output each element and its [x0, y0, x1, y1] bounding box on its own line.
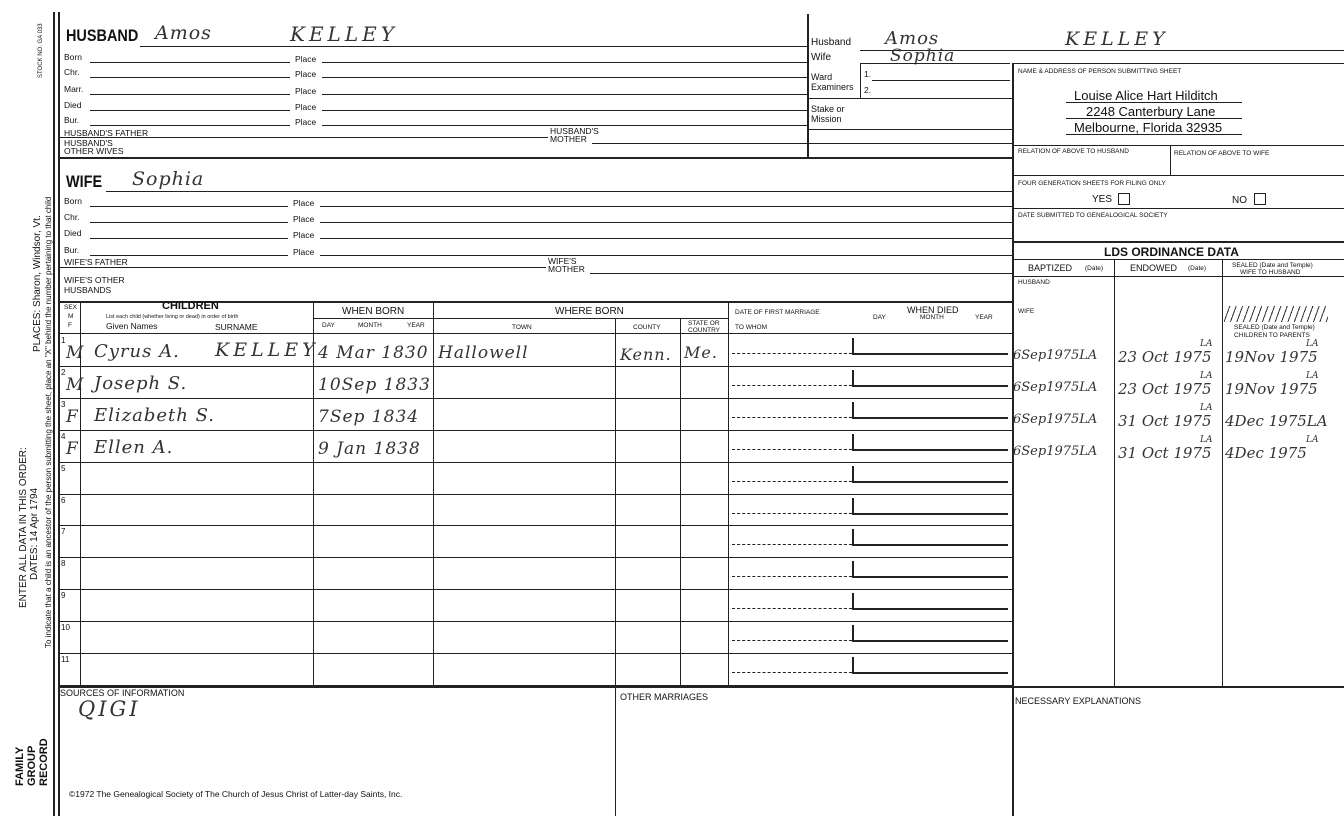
husband-mother-label-2: MOTHER: [550, 134, 587, 144]
indicate-ancestor-note: To indicate that a child is an ancestor of the person submitting the sheet, place an "X" behind the number pertaining to that child: [44, 196, 53, 648]
child-sealed-date[interactable]: 19Nov 1975: [1225, 380, 1318, 398]
marriage-date-line: [732, 672, 852, 673]
husband-chr-label: Chr.: [64, 67, 80, 77]
wife-born-label: Born: [64, 196, 82, 206]
dates-note: DATES: 14 Apr 1794: [29, 487, 40, 580]
examiner-1: 1.: [864, 69, 872, 79]
child-row-rule: [58, 557, 1013, 558]
died-bracket-line: [852, 576, 1008, 578]
when-born-label: WHEN BORN: [342, 306, 405, 317]
child-endowed-date[interactable]: 31 Oct 1975: [1118, 444, 1212, 462]
record-title-line3: RECORD: [38, 738, 50, 786]
child-endowed-tag[interactable]: LA: [1200, 339, 1213, 349]
husband-died-place-label: Place: [295, 102, 317, 112]
child-baptized-date[interactable]: 6Sep1975LA: [1013, 412, 1098, 427]
sex-label: SEX: [64, 304, 78, 311]
died-bracket-tick: [852, 338, 854, 354]
husband-label: HUSBAND: [66, 26, 139, 45]
child-number: 1: [61, 336, 66, 345]
wife-mother-label-1: WIFE'S: [548, 256, 577, 266]
died-year-label: YEAR: [975, 314, 993, 321]
where-born-label: WHERE BORN: [555, 306, 624, 317]
child-endowed-date[interactable]: 31 Oct 1975: [1118, 412, 1212, 430]
husband-name-line: [140, 46, 808, 47]
sealed-wife-label-2: WIFE TO HUSBAND: [1240, 269, 1301, 276]
husband-marr-place-label: Place: [295, 86, 317, 96]
child-sealed-tag[interactable]: LA: [1306, 371, 1319, 381]
husband-marr-label: Marr.: [64, 84, 84, 94]
mission-label: Mission: [811, 114, 842, 124]
right-husband-label: Husband: [811, 37, 852, 48]
date-submitted-label: DATE SUBMITTED TO GENEALOGICAL SOCIETY: [1018, 212, 1168, 219]
child-sealed-date[interactable]: 4Dec 1975: [1225, 444, 1307, 462]
other-marriages-label: OTHER MARRIAGES: [620, 692, 709, 702]
died-bracket-tick: [852, 529, 854, 545]
died-bracket-tick: [852, 466, 854, 482]
submitter-street[interactable]: 2248 Canterbury Lane: [1086, 104, 1216, 119]
child-sex[interactable]: M: [66, 343, 85, 363]
died-bracket-line: [852, 672, 1008, 674]
child-number: 6: [61, 496, 66, 505]
died-bracket-line: [852, 385, 1008, 387]
born-day-label: DAY: [322, 322, 335, 329]
child-sealed-tag[interactable]: LA: [1306, 339, 1319, 349]
enter-all-data-note: ENTER ALL DATA IN THIS ORDER:: [18, 447, 29, 608]
child-given-name[interactable]: Elizabeth S.: [94, 405, 216, 426]
state-label-2: COUNTRY: [688, 327, 721, 334]
wife-chr-label: Chr.: [64, 212, 80, 222]
marriage-date-line: [732, 353, 852, 354]
marriage-date-line: [732, 385, 852, 386]
died-bracket-line: [852, 544, 1008, 546]
husband-section-bottom: [58, 157, 1013, 159]
marriage-date-line: [732, 481, 852, 482]
child-baptized-date[interactable]: 6Sep1975LA: [1013, 444, 1098, 459]
ward-label: Ward: [811, 72, 833, 82]
died-bracket-line: [852, 449, 1008, 451]
died-bracket-tick: [852, 657, 854, 673]
marriage-date-line: [732, 608, 852, 609]
child-row-rule: [58, 621, 1013, 622]
sealed-children-hatch: [1224, 306, 1328, 322]
died-bracket-tick: [852, 434, 854, 450]
wife-died-place-label: Place: [293, 230, 315, 240]
child-sealed-date[interactable]: 4Dec 1975LA: [1225, 412, 1328, 430]
four-gen-label: FOUR GENERATION SHEETS FOR FILING ONLY: [1018, 180, 1166, 187]
right-husband-surname[interactable]: KELLEY: [1065, 28, 1169, 50]
marriage-date-line: [732, 513, 852, 514]
no-checkbox[interactable]: [1254, 193, 1266, 205]
examiners-label: Examiners: [811, 82, 854, 92]
wife-bur-place-label: Place: [293, 247, 315, 257]
to-whom-label: TO WHOM: [735, 324, 768, 331]
died-bracket-tick: [852, 561, 854, 577]
when-died-label: WHEN DIED: [907, 305, 959, 315]
given-names-label: Given Names: [106, 321, 158, 331]
examiner-2: 2.: [864, 85, 872, 95]
right-header-divider: [807, 14, 809, 159]
child-row-rule: [58, 525, 1013, 526]
child-birth-date[interactable]: 7Sep 1834: [318, 407, 420, 427]
born-month-label: MONTH: [358, 322, 382, 329]
child-sex[interactable]: F: [66, 407, 79, 427]
husband-given-name[interactable]: Amos: [155, 22, 212, 44]
child-birth-state[interactable]: Me.: [684, 343, 718, 362]
wife-name-line: [106, 191, 1012, 192]
wife-mother-label-2: MOTHER: [548, 264, 585, 274]
relation-wife-label: RELATION OF ABOVE TO WIFE: [1174, 150, 1270, 157]
places-note: PLACES: Sharon, Windsor, Vt.: [32, 215, 43, 352]
endowed-label: ENDOWED: [1130, 263, 1177, 273]
children-label: CHILDREN: [162, 300, 219, 312]
husband-bur-place-label: Place: [295, 117, 317, 127]
child-number: 5: [61, 464, 66, 473]
sources-value[interactable]: QIGI: [78, 697, 141, 721]
submitter-label: NAME & ADDRESS OF PERSON SUBMITTING SHEET: [1018, 68, 1182, 75]
stock-number: STOCK NO. GA 033: [38, 23, 44, 78]
stake-label: Stake or: [811, 104, 845, 114]
endowed-date-tag: (Date): [1188, 265, 1207, 272]
child-row-rule: [58, 430, 1013, 431]
sealed-children-label-2: CHILDREN TO PARENTS: [1234, 332, 1310, 339]
child-endowed-date[interactable]: 23 Oct 1975: [1118, 380, 1212, 398]
child-number: 8: [61, 559, 66, 568]
child-row-rule: [58, 366, 1013, 367]
child-number: 7: [61, 527, 66, 536]
died-month-label: MONTH: [920, 314, 944, 321]
husband-other-wives-label-2: OTHER WIVES: [64, 146, 124, 156]
wife-other-husbands-label-1: WIFE'S OTHER: [64, 275, 125, 285]
first-marriage-label: DATE OF FIRST MARRIAGE: [735, 309, 820, 316]
child-row-rule: [58, 494, 1013, 495]
marriage-date-line: [732, 576, 852, 577]
lds-title: LDS ORDINANCE DATA: [1104, 245, 1239, 259]
child-given-name[interactable]: Cyrus A.: [94, 341, 180, 362]
submitter-city[interactable]: Melbourne, Florida 32935: [1074, 120, 1223, 135]
child-birth-date[interactable]: 9 Jan 1838: [318, 439, 421, 459]
child-surname-label: SURNAME: [215, 322, 258, 332]
baptized-date-tag: (Date): [1085, 265, 1104, 272]
left-margin-rule: [53, 12, 55, 816]
husband-father-label: HUSBAND'S FATHER: [64, 128, 149, 138]
child-sex[interactable]: F: [66, 439, 79, 459]
child-endowed-tag[interactable]: LA: [1200, 435, 1213, 445]
child-endowed-tag[interactable]: LA: [1200, 403, 1213, 413]
died-bracket-tick: [852, 593, 854, 609]
wife-born-place-label: Place: [293, 198, 315, 208]
right-wife-given[interactable]: Sophia: [890, 46, 956, 66]
sealed-children-label-1: SEALED (Date and Temple): [1234, 324, 1315, 331]
child-number: 4: [61, 432, 66, 441]
sealed-wife-label-1: SEALED (Date and Temple): [1232, 262, 1313, 269]
lds-husband-row-label: HUSBAND: [1018, 279, 1050, 286]
husband-surname[interactable]: KELLEY: [290, 22, 398, 46]
wife-given-name[interactable]: Sophia: [132, 168, 205, 190]
husband-mother-label-1: HUSBAND'S: [550, 126, 599, 136]
child-baptized-date[interactable]: 6Sep1975LA: [1013, 380, 1098, 395]
child-birth-county[interactable]: Kenn.: [620, 345, 672, 364]
husband-born-label: Born: [64, 52, 82, 62]
sources-label: SOURCES OF INFORMATION: [60, 688, 185, 698]
child-sex[interactable]: M: [66, 375, 85, 395]
child-sealed-tag[interactable]: LA: [1306, 435, 1319, 445]
child-given-name[interactable]: Joseph S.: [94, 373, 188, 394]
baptized-label: BAPTIZED: [1028, 263, 1073, 273]
copyright-notice: ©1972 The Genealogical Society of The Church of Jesus Christ of Latter-day Saints, Inc.: [69, 789, 403, 799]
marriage-date-line: [732, 544, 852, 545]
necessary-explanations-label: NECESSARY EXPLANATIONS: [1015, 696, 1142, 706]
yes-checkbox[interactable]: [1118, 193, 1130, 205]
submitter-name[interactable]: Louise Alice Hart Hilditch: [1074, 88, 1218, 103]
sex-f-label: F: [68, 322, 72, 329]
marriage-date-line: [732, 449, 852, 450]
child-row-rule: [58, 462, 1013, 463]
husband-bur-label: Bur.: [64, 115, 80, 125]
child-given-name[interactable]: Ellen A.: [94, 437, 174, 458]
wife-chr-place-label: Place: [293, 214, 315, 224]
child-birth-town[interactable]: Hallowell: [438, 343, 529, 363]
husband-born-place-label: Place: [295, 54, 317, 64]
wife-died-label: Died: [64, 228, 82, 238]
child-endowed-date[interactable]: 23 Oct 1975: [1118, 348, 1212, 366]
wife-label: WIFE: [66, 172, 103, 191]
record-title-line1: FAMILY: [14, 746, 26, 786]
children-instructions: List each child (whether living or dead) in order of birth: [106, 314, 239, 320]
marriage-date-line: [732, 640, 852, 641]
yes-label: YES: [1092, 194, 1113, 205]
died-bracket-tick: [852, 498, 854, 514]
died-bracket-line: [852, 481, 1008, 483]
state-label-1: STATE OR: [688, 320, 720, 327]
child-sealed-date[interactable]: 19Nov 1975: [1225, 348, 1318, 366]
died-bracket-tick: [852, 625, 854, 641]
husband-chr-place-label: Place: [295, 69, 317, 79]
child-surname[interactable]: KELLEY: [215, 339, 319, 361]
born-year-label: YEAR: [407, 322, 425, 329]
wife-bur-label: Bur.: [64, 245, 80, 255]
town-label: TOWN: [512, 324, 532, 331]
county-label: COUNTY: [633, 324, 661, 331]
child-endowed-tag[interactable]: LA: [1200, 371, 1213, 381]
lds-wife-row-label: WIFE: [1018, 308, 1035, 315]
died-bracket-line: [852, 608, 1008, 610]
right-wife-label: Wife: [811, 52, 831, 63]
sex-m-label: M: [68, 313, 74, 320]
wife-other-husbands-label-2: HUSBANDS: [64, 285, 112, 295]
child-birth-date[interactable]: 4 Mar 1830: [318, 343, 429, 363]
child-birth-date[interactable]: 10Sep 1833: [318, 375, 431, 395]
child-row-rule: [58, 398, 1013, 399]
child-number: 9: [61, 591, 66, 600]
child-number: 11: [61, 655, 70, 664]
died-bracket-line: [852, 640, 1008, 642]
no-label: NO: [1232, 195, 1247, 206]
died-bracket-tick: [852, 370, 854, 386]
marriage-date-line: [732, 417, 852, 418]
died-bracket-line: [852, 353, 1008, 355]
record-title-line2: GROUP: [26, 745, 38, 786]
died-day-label: DAY: [873, 314, 886, 321]
footer-top-rule: [58, 686, 1344, 688]
died-bracket-line: [852, 513, 1008, 515]
wife-father-label: WIFE'S FATHER: [64, 257, 128, 267]
died-bracket-line: [852, 417, 1008, 419]
child-number: 3: [61, 400, 66, 409]
child-number: 2: [61, 368, 66, 377]
child-number: 10: [61, 623, 70, 632]
child-row-rule: [58, 589, 1013, 590]
child-baptized-date[interactable]: 6Sep1975LA: [1013, 348, 1098, 363]
relation-husband-label: RELATION OF ABOVE TO HUSBAND: [1018, 148, 1129, 155]
died-bracket-tick: [852, 402, 854, 418]
right-husband-given[interactable]: Amos: [885, 28, 940, 49]
husband-other-wives-label-1: HUSBAND'S: [64, 138, 113, 148]
child-row-rule: [58, 653, 1013, 654]
husband-died-label: Died: [64, 100, 82, 110]
